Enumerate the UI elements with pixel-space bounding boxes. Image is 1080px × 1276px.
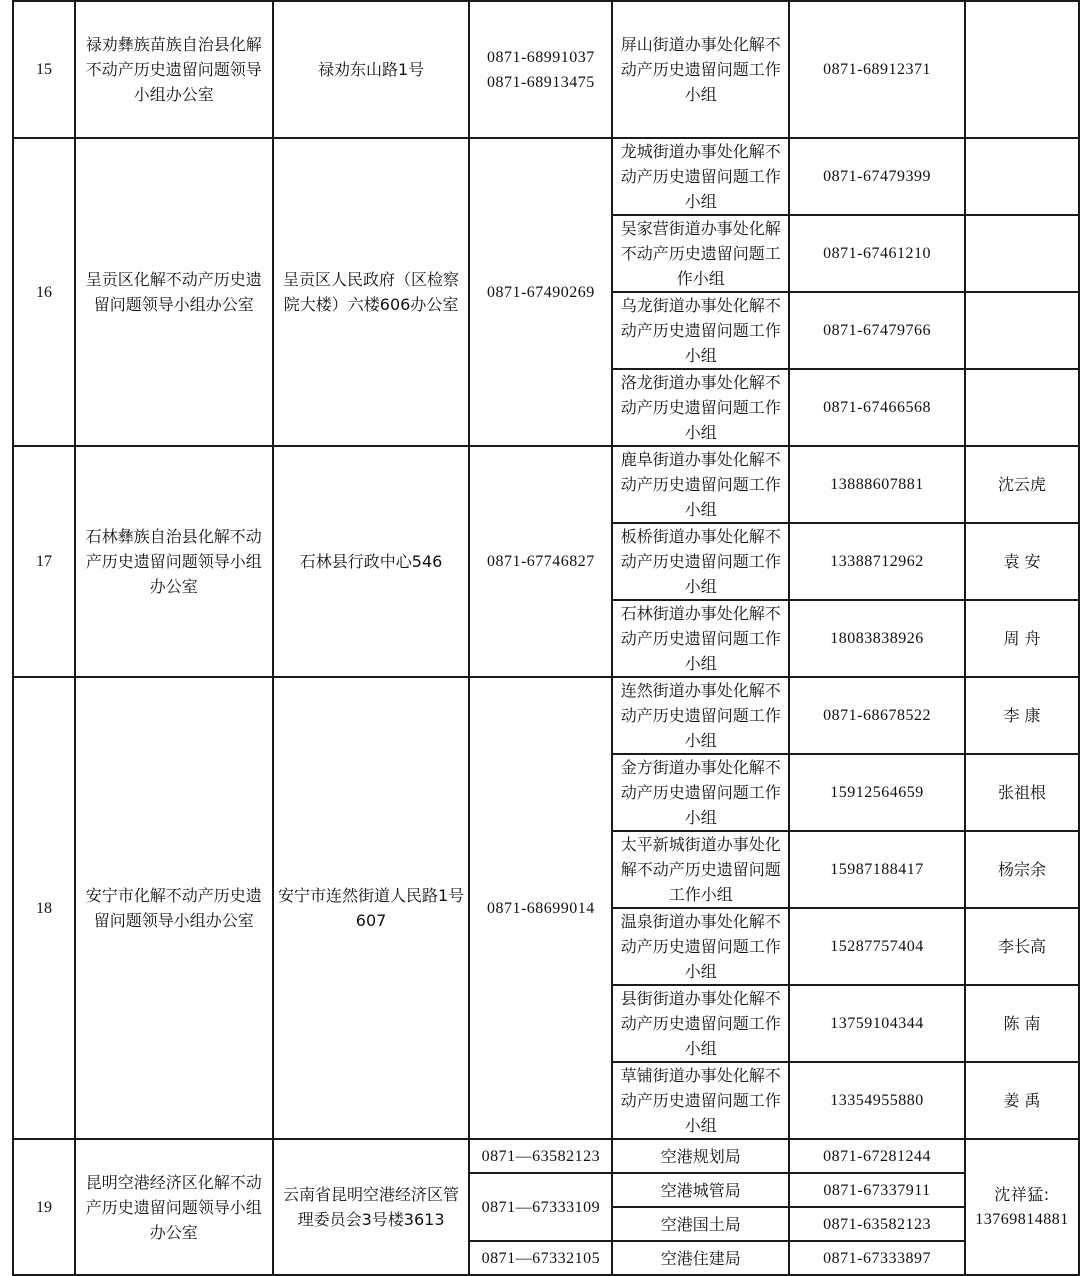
sub-unit: 屏山街道办事处化解不动产历史遗留问题工作小组 <box>612 1 789 138</box>
sub-unit-phone: 18083838926 <box>789 600 965 677</box>
phone-line: 0871-68913475 <box>486 73 595 91</box>
contact-table <box>12 0 1080 1276</box>
office-phone: 0871—67332105 <box>469 1241 612 1275</box>
row-number: 19 <box>13 1139 75 1275</box>
sub-unit-phone: 0871-67337911 <box>789 1173 965 1207</box>
sub-unit-phone: 0871-67333897 <box>789 1241 965 1275</box>
office-address: 云南省昆明空港经济区管理委员会3号楼3613 <box>273 1139 470 1275</box>
table-row <box>13 677 1079 754</box>
sub-unit: 金方街道办事处化解不动产历史遗留问题工作小组 <box>612 754 789 831</box>
contact-person <box>965 292 1079 369</box>
office-name: 呈贡区化解不动产历史遗留问题领导小组办公室 <box>75 138 273 446</box>
contact-person <box>965 215 1079 292</box>
contact-person: 周 舟 <box>965 600 1079 677</box>
contact-person: 陈 南 <box>965 985 1079 1062</box>
sub-unit-phone: 13354955880 <box>789 1062 965 1139</box>
sub-unit-phone: 0871-68912371 <box>789 1 965 138</box>
sub-unit-phone: 13388712962 <box>789 523 965 600</box>
office-address: 安宁市连然街道人民路1号607 <box>273 677 470 1139</box>
office-name: 石林彝族自治县化解不动产历史遗留问题领导小组办公室 <box>75 446 273 677</box>
contact-person: 姜 禹 <box>965 1062 1079 1139</box>
row-number: 16 <box>13 138 75 446</box>
sub-unit: 空港规划局 <box>612 1139 789 1173</box>
table-row <box>13 138 1079 215</box>
table-row <box>13 446 1079 523</box>
office-phone: 0871-67490269 <box>469 138 612 446</box>
row-number: 17 <box>13 446 75 677</box>
office-name: 昆明空港经济区化解不动产历史遗留问题领导小组办公室 <box>75 1139 273 1275</box>
table-row <box>13 1 1079 138</box>
sub-unit-phone: 0871-68678522 <box>789 677 965 754</box>
office-phone: 0871—63582123 <box>469 1139 612 1173</box>
sub-unit-phone: 0871-67479766 <box>789 292 965 369</box>
contact-phone: 13769814881 <box>975 1211 1069 1228</box>
sub-unit: 空港住建局 <box>612 1241 789 1275</box>
sub-unit-phone: 15287757404 <box>789 908 965 985</box>
row-number: 18 <box>13 677 75 1139</box>
office-name: 安宁市化解不动产历史遗留问题领导小组办公室 <box>75 677 273 1139</box>
office-address: 禄劝东山路1号 <box>273 1 470 138</box>
sub-unit: 石林街道办事处化解不动产历史遗留问题工作小组 <box>612 600 789 677</box>
contact-person: 袁 安 <box>965 523 1079 600</box>
sub-unit: 乌龙街道办事处化解不动产历史遗留问题工作小组 <box>612 292 789 369</box>
office-phone <box>469 1 612 138</box>
sub-unit-phone: 0871-63582123 <box>789 1207 965 1241</box>
sub-unit: 龙城街道办事处化解不动产历史遗留问题工作小组 <box>612 138 789 215</box>
sub-unit-phone: 0871-67466568 <box>789 369 965 446</box>
office-phone: 0871-67746827 <box>469 446 612 677</box>
sub-unit-phone: 13888607881 <box>789 446 965 523</box>
sub-unit: 洛龙街道办事处化解不动产历史遗留问题工作小组 <box>612 369 789 446</box>
row-number: 15 <box>13 1 75 138</box>
sub-unit: 板桥街道办事处化解不动产历史遗留问题工作小组 <box>612 523 789 600</box>
sub-unit-phone: 0871-67461210 <box>789 215 965 292</box>
sub-unit: 温泉街道办事处化解不动产历史遗留问题工作小组 <box>612 908 789 985</box>
contact-person: 李长高 <box>965 908 1079 985</box>
sub-unit: 空港城管局 <box>612 1173 789 1207</box>
phone-line: 0871-68991037 <box>486 48 595 66</box>
sub-unit: 鹿阜街道办事处化解不动产历史遗留问题工作小组 <box>612 446 789 523</box>
sub-unit: 空港国土局 <box>612 1207 789 1241</box>
contact-name: 沈祥猛: <box>994 1185 1050 1204</box>
sub-unit: 太平新城街道办事处化解不动产历史遗留问题工作小组 <box>612 831 789 908</box>
sub-unit: 县街街道办事处化解不动产历史遗留问题工作小组 <box>612 985 789 1062</box>
contact-person: 张祖根 <box>965 754 1079 831</box>
sub-unit-phone: 13759104344 <box>789 985 965 1062</box>
sub-unit-phone: 15912564659 <box>789 754 965 831</box>
contact-person: 杨宗余 <box>965 831 1079 908</box>
sub-unit: 吴家营街道办事处化解不动产历史遗留问题工作小组 <box>612 215 789 292</box>
office-name: 禄劝彝族苗族自治县化解不动产历史遗留问题领导小组办公室 <box>75 1 273 138</box>
contact-person: 李 康 <box>965 677 1079 754</box>
sub-unit-phone: 15987188417 <box>789 831 965 908</box>
contact-person: 沈云虎 <box>965 446 1079 523</box>
contact-person <box>965 138 1079 215</box>
contact-person <box>965 1139 1079 1275</box>
table-row <box>13 1139 1079 1173</box>
contact-person <box>965 1 1079 138</box>
office-phone: 0871-68699014 <box>469 677 612 1139</box>
sub-unit-phone: 0871-67281244 <box>789 1139 965 1173</box>
office-phone: 0871—67333109 <box>469 1173 612 1241</box>
office-address: 石林县行政中心546 <box>273 446 470 677</box>
contact-person <box>965 369 1079 446</box>
sub-unit-phone: 0871-67479399 <box>789 138 965 215</box>
office-address: 呈贡区人民政府（区检察院大楼）六楼606办公室 <box>273 138 470 446</box>
sub-unit: 草铺街道办事处化解不动产历史遗留问题工作小组 <box>612 1062 789 1139</box>
sub-unit: 连然街道办事处化解不动产历史遗留问题工作小组 <box>612 677 789 754</box>
